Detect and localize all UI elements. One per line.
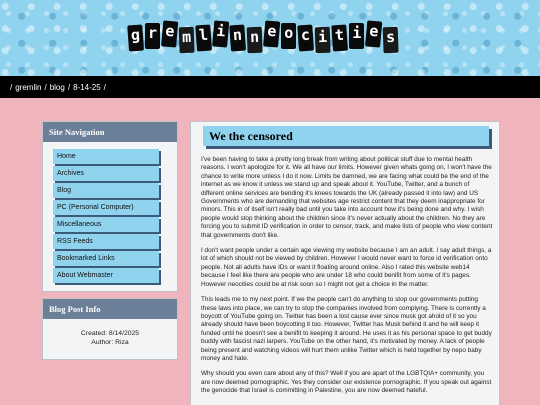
post-body: [201, 156, 493, 403]
breadcrumb-separator: /: [10, 82, 13, 92]
post-author: Author: Riza: [91, 339, 129, 346]
breadcrumb-link-blog[interactable]: blog: [49, 82, 65, 92]
post-title: We the censored: [203, 126, 489, 146]
breadcrumb-separator: /: [67, 82, 71, 92]
post-created-date: Created: 8/14/2025: [80, 330, 140, 337]
breadcrumb-separator: /: [44, 82, 47, 92]
post-content: [190, 121, 500, 405]
logo-letter: l: [195, 25, 212, 52]
blog-post-info-heading: Blog Post Info: [43, 299, 177, 319]
nav-item-home[interactable]: Home: [53, 149, 159, 164]
site-navigation-list: [43, 142, 177, 283]
logo-letter: c: [298, 25, 315, 52]
post-paragraph: This leads me to my next point. If we the people can't do anything to stop our governments putting these laws into place, we can try to stop the companies involved from complying. There is currently a boycott of YouTube going on. Twitter has been a lost cause ever since musk got ahold of it so you already should have been boycotting it too. However, Twitter has Musk behind it and he will keep it funded until he doesn't see a benifit to keeping it around. He uses it as his personal space to get buddy buddy with fascist nazi larpers. YouTube on the other hand, it's motivated by money. A lack of people being present and watching videos will hurt them unlike Twitter which is held together by nepo baby money and hate.: [201, 296, 492, 362]
site-navigation-heading: Site Navigation: [43, 122, 177, 142]
breadcrumb-link-home[interactable]: gremlin: [15, 82, 42, 92]
logo-letter: s: [383, 27, 399, 54]
site-navigation-panel: [42, 121, 178, 292]
blog-post-info-body: [43, 319, 177, 347]
breadcrumb: [0, 76, 540, 98]
logo-letter: n: [247, 27, 263, 54]
nav-item-archives[interactable]: Archives: [53, 166, 159, 181]
logo-letter: e: [161, 20, 178, 47]
blog-post-info-panel: [42, 298, 178, 360]
nav-item-about-webmaster[interactable]: About Webmaster: [53, 268, 159, 283]
logo-letter: n: [229, 25, 246, 52]
logo-letter: i: [349, 23, 364, 49]
logo-letter: e: [366, 20, 383, 47]
nav-item-miscellaneous[interactable]: Miscellaneous: [53, 217, 159, 232]
logo-letter: e: [263, 20, 280, 47]
post-paragraph: I don't want people under a certain age viewing my website because I am an adult. I say adult things, a lot of which should not be viewed by children. However I would never want to force id verification onto people. Not all adults have IDs or want it floating around online. Also I rated this website web14 because I feel like there are people who are under 18 who could benifit from some of it's pages. However neocities could be at risk soon so I might not get a choice in the matter.: [201, 247, 492, 288]
nav-item-blog[interactable]: Blog: [53, 183, 159, 198]
header-banner: [0, 0, 540, 76]
breadcrumb-link-post[interactable]: 8-14-25: [73, 82, 101, 92]
logo-letter: r: [145, 23, 160, 49]
logo-letter: i: [212, 20, 229, 47]
logo-letter: o: [281, 23, 296, 49]
logo-letter: t: [332, 25, 349, 52]
breadcrumb-separator: /: [103, 82, 106, 92]
nav-item-bookmarked-links[interactable]: Bookmarked Links: [53, 251, 159, 266]
post-paragraph: Why should you even care about any of this? Well if you are apart of the LGBTQIA+ community, you are now deemed pornographic. Yes they consider our existence pornographic. If you speak out against the genocide that Israel is committing in Palestine, you are now deemed hateful.: [201, 370, 492, 395]
nav-item-rss-feeds[interactable]: RSS Feeds: [53, 234, 159, 249]
nav-item-pc[interactable]: PC (Personal Computer): [53, 200, 159, 215]
site-logo[interactable]: [128, 23, 399, 49]
logo-letter: i: [315, 27, 331, 54]
logo-letter: m: [179, 27, 195, 54]
post-paragraph: I've been having to take a pretty long break from writing about political stuff due to mental health reasons. I won't apologize for it. We all have our limits. However given whats going on, I won't have the chance to write more unless I do it now. Limits be damned, we are facing what could be the end of the internet as we know it unless we stand up and speak about it. YouTube, Twitter, and a bunch of different online services are bending it's knees towards the UK (already passed it into law) and US Governments who are demanding that websites age restrict content that they deem inappropriate for minors. This in of itself isn't really bad until you take into account how it's being done and why. I wish people would stop thinking about the children since it's never actually about the children. No they are forcing you to submit ID verification in order to censor, track, and make lists of people who view content that governments don't like.: [201, 156, 493, 239]
logo-letter: g: [127, 25, 144, 52]
